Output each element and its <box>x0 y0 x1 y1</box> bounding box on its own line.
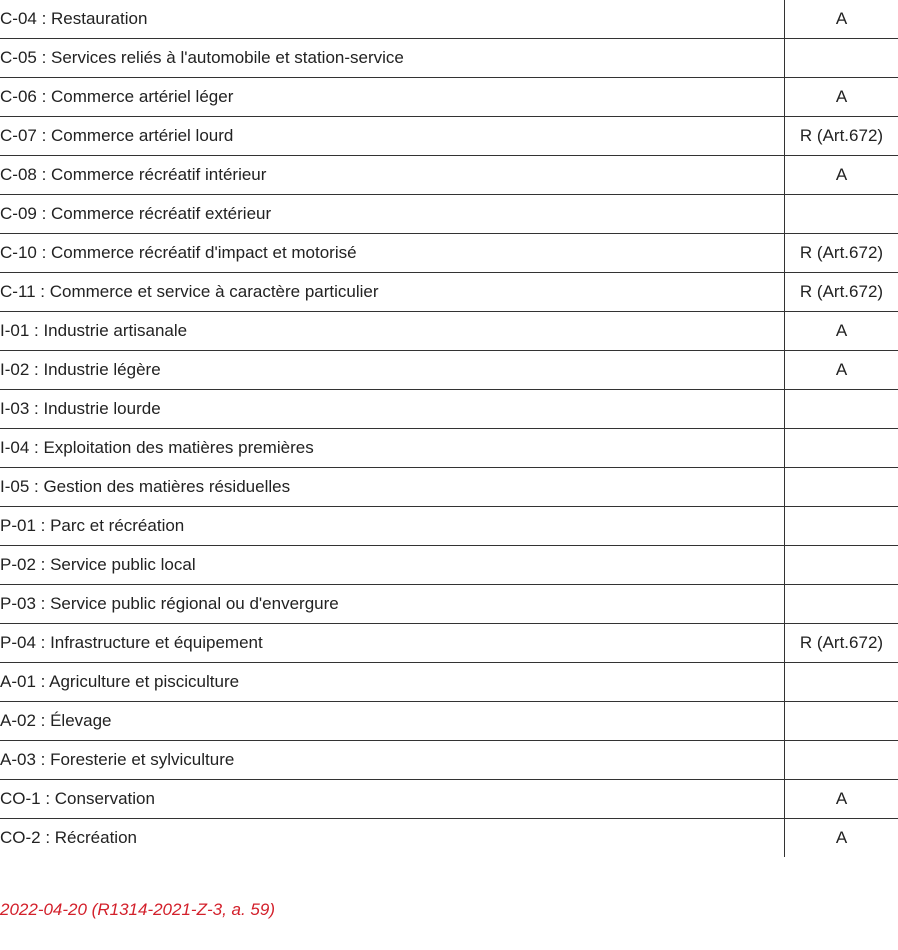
usage-value <box>785 585 898 624</box>
table-row <box>0 390 898 429</box>
usage-label: P-03 : Service public régional ou d'envergure <box>0 585 785 624</box>
table-row <box>0 546 898 585</box>
usage-label: P-04 : Infrastructure et équipement <box>0 624 785 663</box>
table-row <box>0 39 898 78</box>
table-row <box>0 624 898 663</box>
table-row <box>0 195 898 234</box>
usage-value: A <box>785 819 898 858</box>
usage-label: I-03 : Industrie lourde <box>0 390 785 429</box>
usage-value: R (Art.672) <box>785 234 898 273</box>
usage-label: C-04 : Restauration <box>0 0 785 39</box>
usage-label: C-08 : Commerce récréatif intérieur <box>0 156 785 195</box>
usage-label: I-02 : Industrie légère <box>0 351 785 390</box>
usage-value: A <box>785 156 898 195</box>
table-row <box>0 0 898 39</box>
usage-value <box>785 429 898 468</box>
usage-label: CO-2 : Récréation <box>0 828 137 847</box>
table-row <box>0 78 898 117</box>
table-row <box>0 273 898 312</box>
table-row <box>0 117 898 156</box>
usage-label: A-03 : Foresterie et sylviculture <box>0 741 785 780</box>
usage-value: R (Art.672) <box>785 273 898 312</box>
usage-value <box>785 663 898 702</box>
usage-label: C-10 : Commerce récréatif d'impact et motorisé <box>0 234 785 273</box>
usage-label: C-06 : Commerce artériel léger <box>0 78 785 117</box>
usage-label: A-02 : Élevage <box>0 702 785 741</box>
usage-label: P-02 : Service public local <box>0 546 785 585</box>
table-row <box>0 429 898 468</box>
usage-value: A <box>785 0 898 39</box>
table-row <box>0 585 898 624</box>
table-row <box>0 468 898 507</box>
usage-label: C-07 : Commerce artériel lourd <box>0 117 785 156</box>
usage-label: C-09 : Commerce récréatif extérieur <box>0 195 785 234</box>
usage-label: C-05 : Services reliés à l'automobile et station-service <box>0 39 785 78</box>
usage-value <box>785 741 898 780</box>
usage-value <box>785 468 898 507</box>
table-row <box>0 156 898 195</box>
usage-value <box>785 195 898 234</box>
usage-value: R (Art.672) <box>785 117 898 156</box>
usage-value: A <box>785 78 898 117</box>
usage-value <box>785 507 898 546</box>
usage-label: I-05 : Gestion des matières résiduelles <box>0 468 785 507</box>
usage-value <box>785 546 898 585</box>
table-row <box>0 780 898 819</box>
table-row <box>0 507 898 546</box>
usage-label: C-11 : Commerce et service à caractère particulier <box>0 273 785 312</box>
usage-value: A <box>785 351 898 390</box>
table-row <box>0 702 898 741</box>
usage-value <box>785 39 898 78</box>
table-row <box>0 663 898 702</box>
usage-label: I-01 : Industrie artisanale <box>0 312 785 351</box>
usage-label: CO-1 : Conservation <box>0 780 785 819</box>
amendment-footnote: 2022-04-20 (R1314-2021-Z-3, a. 59) <box>0 900 275 919</box>
table-row <box>0 741 898 780</box>
usage-value: A <box>785 312 898 351</box>
usage-label: A-01 : Agriculture et pisciculture <box>0 663 785 702</box>
usage-value <box>785 702 898 741</box>
table-row <box>0 819 898 858</box>
usage-value: A <box>785 780 898 819</box>
table-row <box>0 312 898 351</box>
usage-value <box>785 390 898 429</box>
usage-value: R (Art.672) <box>785 624 898 663</box>
usage-label: P-01 : Parc et récréation <box>0 507 785 546</box>
table-row <box>0 234 898 273</box>
table-row <box>0 351 898 390</box>
usage-label: I-04 : Exploitation des matières premières <box>0 429 785 468</box>
